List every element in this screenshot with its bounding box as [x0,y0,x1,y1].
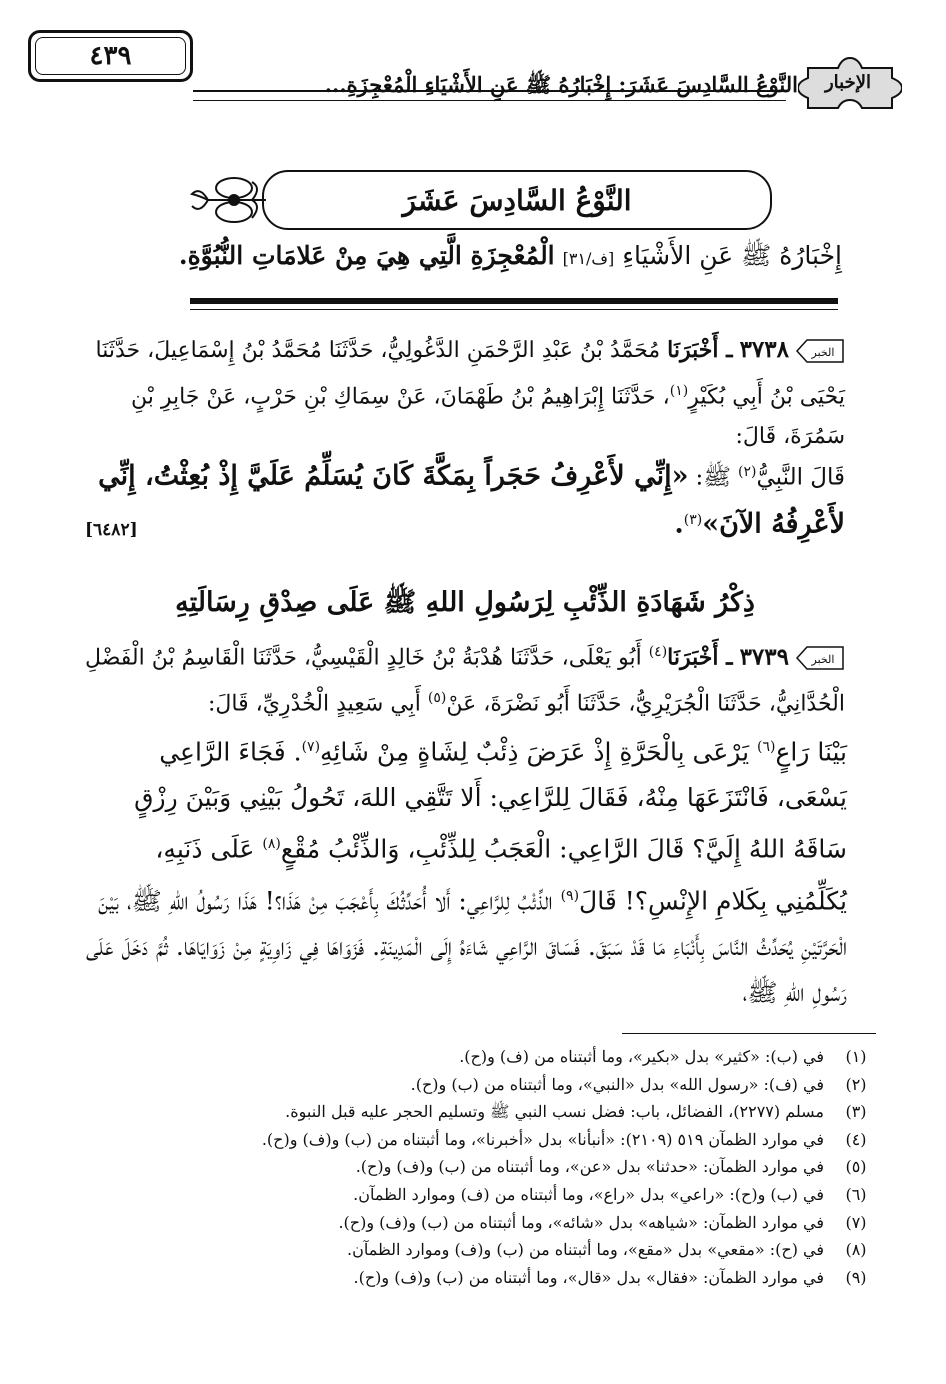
manuscript-ref: [ف/٣١] [562,249,615,268]
section-tag: الإخبار [824,72,871,93]
footnote: (٥) في موارد الظمآن: «حدثنا» بدل «عن»، وما أثبتناه من (ب) و(ف) و(ح). [355,1157,867,1177]
heading-rule-thick [190,298,838,304]
cross-reference: [٦٤٨٢] [85,520,138,540]
footnote-separator [622,1033,876,1034]
running-header-title: النَّوْعُ السَّادِسَ عَشَرَ: إِخْبَارُهُ ﷺ عَنِ الأَشْيَاءِ الْمُعْجِزَةِ... [324,72,798,97]
chapter-title: النَّوْعُ السَّادِسَ عَشَرَ [402,183,632,217]
hadith-3739-chain: الخبر ٣٧٣٩ ـ أَخْبَرَنَا$^{(٤)}$ أَبُو يَعْلَى، حَدَّثَنَا هُدْبَةُ بْنُ خَالِدٍ الْقَيْسِيُّ، حَدَّثَنَا الْقَاسِمُ بْنُ الْفَضْلِ الْحُدَّانِيُّ، حَدَّثَنَا الْجُرَيْرِيُّ، حَدَّثَنَا أَبُو نَضْرَةَ، عَنْ$^{(٥)}$ أَبِي سَعِيدٍ الْخُدْرِيِّ، قَالَ: [85,643,845,717]
footnote: (١) في (ب): «كثير» بدل «بكير»، وما أثبتناه من (ف) و(ح). [459,1047,867,1066]
hadith-3738-chain: الخبر ٣٧٣٨ ـ أَخْبَرَنَا مُحَمَّدُ بْنُ عَبْدِ الرَّحْمَنِ الدَّغُولِيُّ، حَدَّثَنَا مُحَمَّدُ بْنُ إِسْمَاعِيلَ، حَدَّثَنَا يَحْيَى بْنُ أَبِي بُكَيْرٍ$^{(١)}$، حَدَّثَنَا إِبْرَاهِيمُ بْنُ طَهْمَانَ، عَنْ سِمَاكِ بْنِ حَرْبٍ، عَنْ جَابِرِ بْنِ سَمُرَةَ، قَالَ: [95,336,845,450]
footnote-ref: (٩) [560,887,580,904]
footnote: (٧) في موارد الظمآن: «شياهه» بدل «شائه»، وما أثبتناه من (ب) و(ف) و(ح). [338,1212,867,1232]
footnote-ref: (٣) [683,512,703,529]
footnote-ref: (٦) [756,739,776,755]
footnote: (٢) في (ف): «رسول الله» بدل «النبي»، وما أثبتناه من (ب) و(ح). [410,1074,867,1094]
footnote-ref: (٤) [648,644,668,660]
footnotes [86,1043,876,1291]
hadith-3738-matn: قَالَ النَّبِيُّ$^{(٢)}$ ﷺ: «إِنِّي لأَعْرِفُ حَجَراً بِمَكَّةَ كَانَ يُسَلِّمُ عَلَيَّ إِذْ بُعِثْتُ، إِنِّي لأَعْرِفُهُ الآنَ»$^{(٣)}$. [98,460,845,540]
hadith-number: ٣٧٣٩ [739,643,789,671]
hadith-3739-matn: بَيْنَا رَاعٍ$^{(٦)}$ يَرْعَى بِالْحَرَّةِ إِذْ عَرَضَ ذِئْبٌ لِشَاةٍ مِنْ شَائِهِ$^{(٧)}$. فَجَاءَ الرَّاعِي يَسْعَى، فَانْتَزَعَهَا مِنْهُ، فَقَالَ لِلرَّاعِي: أَلا تَتَّقِي اللهَ، تَحُولُ بَيْنِي وَبَيْنَ رِزْقٍ سَاقَهُ اللهُ إِلَيَّ؟ قَالَ الرَّاعِي: الْعَجَبُ لِلذِّئْبِ، وَالذِّئْبُ مُقْعٍ$^{(٨)}$ عَلَى ذَنَبِهِ، يُكَلِّمُنِي بِكَلامِ الإِنْسِ؟! قَالَ$^{(٩)}$ الذِّئْبُ لِلرَّاعِي: أَلا أُحَدِّثُكَ بِأَعْجَبَ مِنْ هَذَا؟! هَذَا رَسُولُ اللهِ ﷺ، بَيْنَ الْحَرَّتَيْنِ يُحَدِّثُ النَّاسَ بِأَنْبَاءِ مَا قَدْ سَبَقَ. فَسَاقَ الرَّاعِي شَاءَهُ إِلَى الْمَدِينَةِ. فَزَوَاهَا فِي زَاوِيَةٍ مِنْ زَوَايَاهَا. ثُمَّ دَخَلَ عَلَى رَسُولِ اللهِ ﷺ، [86,737,847,1007]
chapter-title-box [262,170,772,230]
footnote: (٩) في موارد الظمآن: «فقال» بدل «قال»، وما أثبتناه من (ب) و(ف) و(ح). [353,1267,867,1287]
floral-ornament-icon [188,168,270,232]
footnote-ref: (٧) [301,739,321,755]
svg-text:الخبر: الخبر [811,653,835,667]
chapter-subtitle: إِخْبَارُهُ ﷺ عَنِ الأَشْيَاءِ [ف/٣١] الْمُعْجِزَةِ الَّتِي هِيَ مِنْ عَلامَاتِ النُّبُوَّةِ. [178,241,842,270]
footnote: (٤) في موارد الظمآن ٥١٩ (٢١٠٩): «أنبأنا» بدل «أخبرنا»، وما أثبتناه من (ب) و(ف) و(ح). [261,1129,867,1149]
footnote-ref: (٥) [427,690,447,707]
section-title: ذِكْرُ شَهَادَةِ الذِّئْبِ لِرَسُولِ اللهِ ﷺ عَلَى صِدْقِ رِسَالَتِهِ [175,587,755,618]
footnote: (٨) في (ح): «مقعي» بدل «مقع»، وما أثبتناه من (ب) و(ف) وموارد الظمآن. [347,1240,867,1260]
footnote-ref: (١) [669,383,689,399]
svg-text:الخبر: الخبر [811,346,835,359]
footnote-ref: (٨) [262,836,281,853]
footnote: (٣) مسلم (٢٢٧٧)، الفضائل، باب: فضل نسب النبي ﷺ وتسليم الحجر عليه قبل النبوة. [285,1102,867,1122]
page-number: ٤٣٩ [28,30,193,82]
footnote: (٦) في (ب) و(ح): «راعي» بدل «راع»، وما أثبتناه من (ف) وموارد الظمآن. [353,1184,867,1204]
hadith-marker-icon [795,644,845,672]
footnote-ref: (٢) [738,464,757,480]
hadith-number: ٣٧٣٨ [739,336,789,363]
hadith-marker-icon [795,337,845,365]
heading-rule-thin [190,309,838,310]
